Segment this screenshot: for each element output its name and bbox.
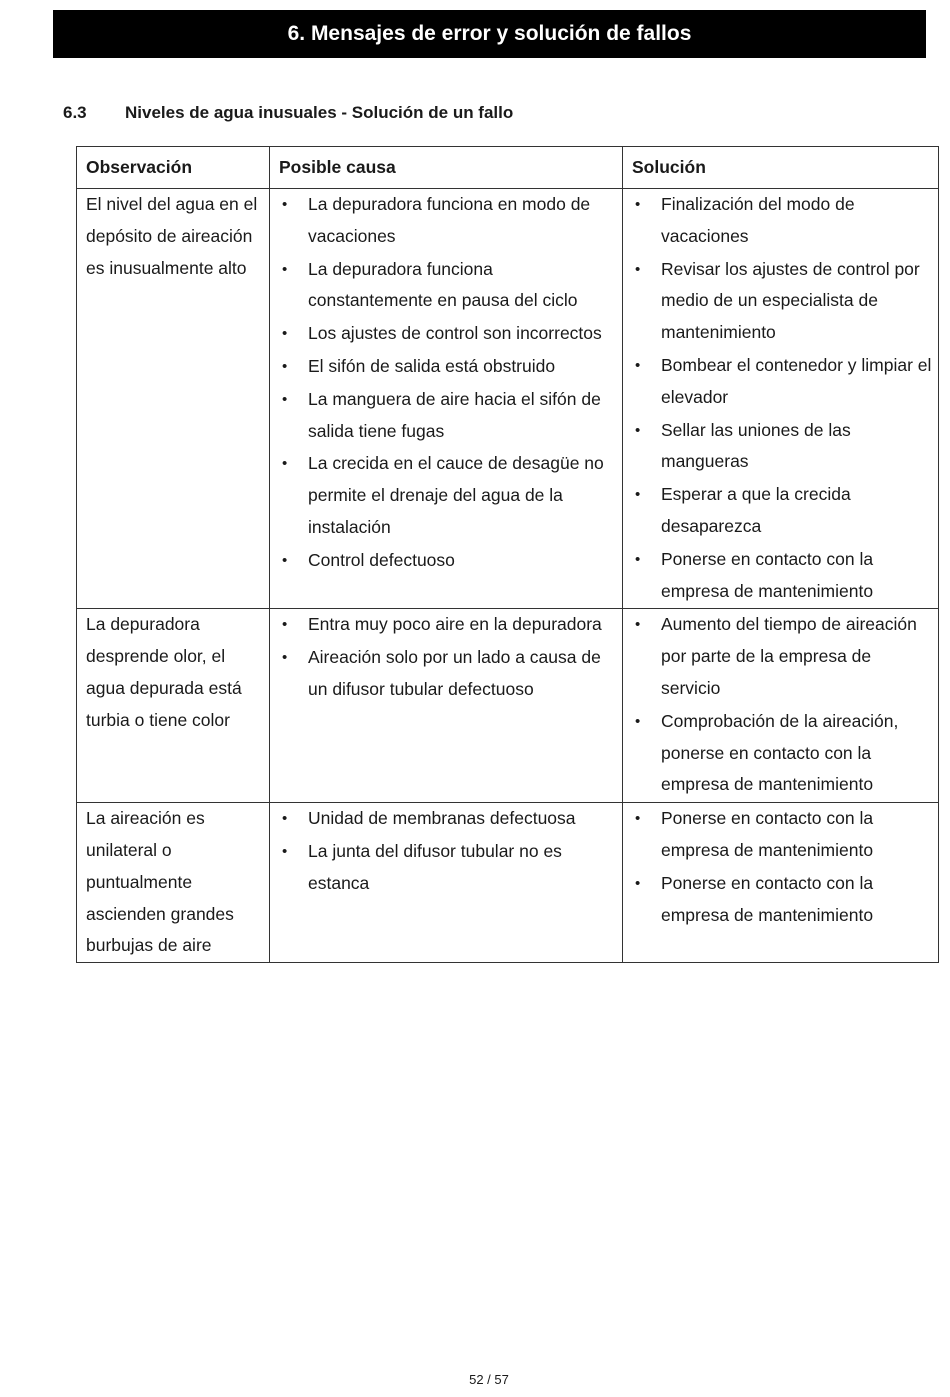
chapter-title: 6. Mensajes de error y solución de fallos bbox=[287, 22, 692, 45]
cause-item: • La depuradora funciona en modo de vacaciones bbox=[270, 189, 622, 253]
table-row bbox=[77, 609, 939, 803]
solution-cell bbox=[623, 189, 939, 609]
solution-list bbox=[623, 803, 938, 931]
troubleshooting-table bbox=[76, 146, 939, 963]
table-row bbox=[77, 189, 939, 609]
cause-list bbox=[270, 609, 622, 705]
section-title: Niveles de agua inusuales - Solución de un fallo bbox=[125, 103, 514, 122]
column-header-solution: Solución bbox=[623, 147, 939, 189]
observation-cell: La aireación es unilateral o puntualmente ascienden grandes burbujas de aire bbox=[77, 803, 270, 963]
solution-item: • Sellar las uniones de las mangueras bbox=[623, 415, 938, 479]
column-header-observation: Observación bbox=[77, 147, 270, 189]
cause-list bbox=[270, 189, 622, 577]
cause-item: • Entra muy poco aire en la depuradora bbox=[270, 609, 622, 641]
solution-item: • Revisar los ajustes de control por medio de un especialista de mantenimiento bbox=[623, 254, 938, 349]
solution-list bbox=[623, 189, 938, 607]
cause-list bbox=[270, 803, 622, 899]
cause-item: • Los ajustes de control son incorrectos bbox=[270, 318, 622, 350]
section-heading bbox=[63, 101, 513, 125]
solution-item: • Finalización del modo de vacaciones bbox=[623, 189, 938, 253]
cause-item: • La depuradora funciona constantemente en pausa del ciclo bbox=[270, 254, 622, 318]
observation-cell: El nivel del agua en el depósito de aireación es inusualmente alto bbox=[77, 189, 270, 609]
section-number: 6.3 bbox=[63, 103, 87, 122]
solution-item: • Aumento del tiempo de aireación por parte de la empresa de servicio bbox=[623, 609, 938, 704]
solution-item: • Esperar a que la crecida desaparezca bbox=[623, 479, 938, 543]
cause-cell bbox=[270, 803, 623, 963]
table-header-row bbox=[77, 147, 939, 189]
solution-list bbox=[623, 609, 938, 801]
cause-item: • Aireación solo por un lado a causa de un difusor tubular defectuoso bbox=[270, 642, 622, 706]
cause-item: • Control defectuoso bbox=[270, 545, 622, 577]
solution-cell bbox=[623, 803, 939, 963]
table-row bbox=[77, 803, 939, 963]
chapter-banner bbox=[53, 10, 926, 58]
column-header-cause: Posible causa bbox=[270, 147, 623, 189]
observation-cell: La depuradora desprende olor, el agua depurada está turbia o tiene color bbox=[77, 609, 270, 803]
cause-item: • La crecida en el cauce de desagüe no permite el drenaje del agua de la instalación bbox=[270, 448, 622, 543]
cause-item: • Unidad de membranas defectuosa bbox=[270, 803, 622, 835]
solution-item: • Bombear el contenedor y limpiar el elevador bbox=[623, 350, 938, 414]
solution-item: • Ponerse en contacto con la empresa de mantenimiento bbox=[623, 803, 938, 867]
cause-cell bbox=[270, 189, 623, 609]
cause-item: • La junta del difusor tubular no es estanca bbox=[270, 836, 622, 900]
cause-item: • El sifón de salida está obstruido bbox=[270, 351, 622, 383]
cause-cell bbox=[270, 609, 623, 803]
solution-item: • Ponerse en contacto con la empresa de mantenimiento bbox=[623, 868, 938, 932]
solution-cell bbox=[623, 609, 939, 803]
solution-item: • Comprobación de la aireación, ponerse en contacto con la empresa de mantenimiento bbox=[623, 706, 938, 801]
solution-item: • Ponerse en contacto con la empresa de mantenimiento bbox=[623, 544, 938, 608]
cause-item: • La manguera de aire hacia el sifón de salida tiene fugas bbox=[270, 384, 622, 448]
page-number: 52 / 57 bbox=[469, 1372, 509, 1387]
